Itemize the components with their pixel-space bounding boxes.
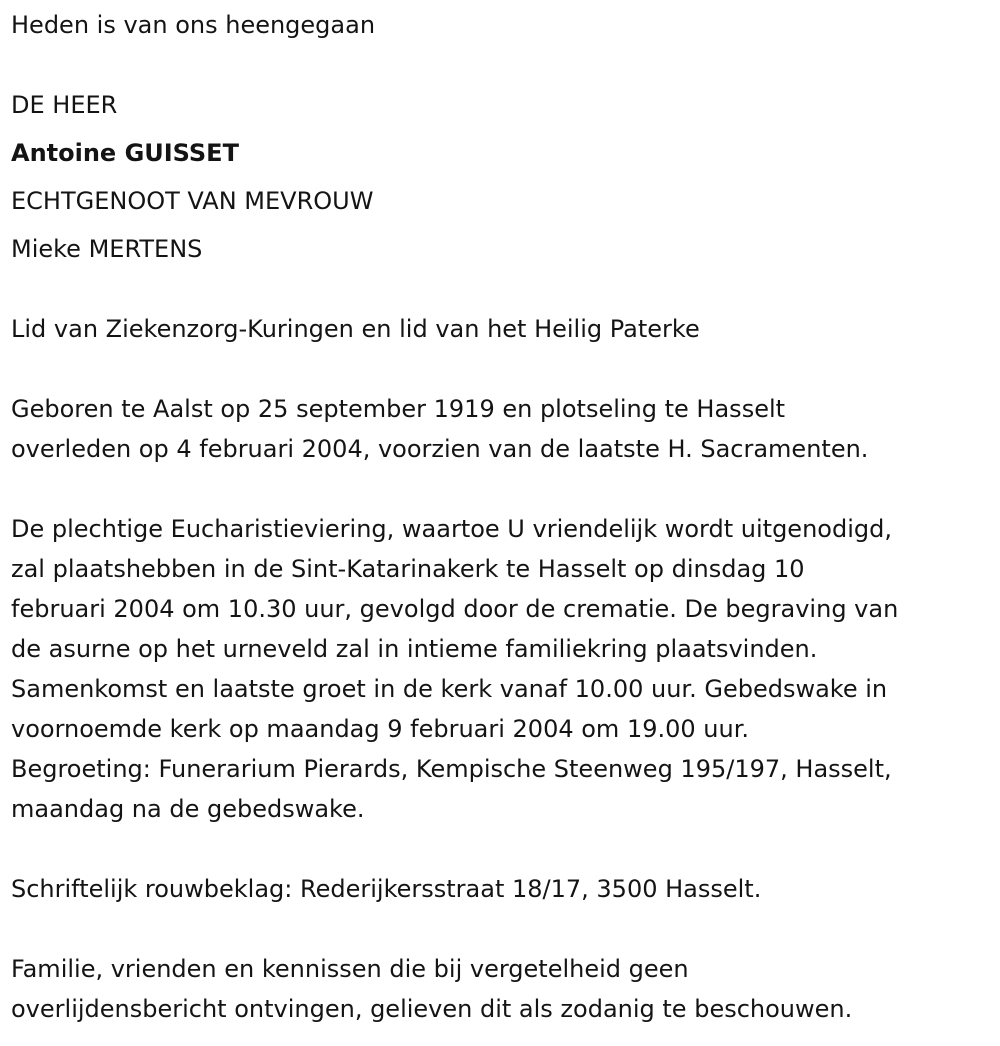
birth-death-line: overleden op 4 februari 2004, voorzien van de laatste H. Sacramenten. (11, 435, 869, 463)
membership-text: Lid van Ziekenzorg-Kuringen en lid van het Heilig Paterke (11, 315, 700, 343)
ceremony-line: de asurne op het urneveld zal in intieme familiekring plaatsvinden. (11, 635, 818, 663)
deceased-name: Antoine GUISSET (11, 139, 239, 167)
ceremony-line: Samenkomst en laatste groet in de kerk vanaf 10.00 uur. Gebedswake in (11, 675, 888, 703)
title-prefix: DE HEER (11, 91, 118, 119)
spouse-name: Mieke MERTENS (11, 235, 203, 263)
ceremony-line: februari 2004 om 10.30 uur, gevolgd door de crematie. De begraving van (11, 595, 899, 623)
ceremony-line: zal plaatshebben in de Sint-Katarinakerk te Hasselt op dinsdag 10 (11, 555, 805, 583)
intro-text: Heden is van ons heengegaan (11, 11, 376, 39)
ceremony-line: Begroeting: Funerarium Pierards, Kempische Steenweg 195/197, Hasselt, (11, 755, 892, 783)
spouse-label: ECHTGENOOT VAN MEVROUW (11, 187, 374, 215)
closing-line: Familie, vrienden en kennissen die bij vergetelheid geen (11, 955, 689, 983)
ceremony-line: voornoemde kerk op maandag 9 februari 2004 om 19.00 uur. (11, 715, 749, 743)
condolences-text: Schriftelijk rouwbeklag: Rederijkersstraat 18/17, 3500 Hasselt. (11, 875, 762, 903)
ceremony-line: De plechtige Eucharistieviering, waartoe U vriendelijk wordt uitgenodigd, (11, 515, 892, 543)
ceremony-line: maandag na de gebedswake. (11, 795, 365, 823)
closing-line: overlijdensbericht ontvingen, gelieven dit als zodanig te beschouwen. (11, 995, 853, 1023)
birth-death-line: Geboren te Aalst op 25 september 1919 en plotseling te Hasselt (11, 395, 786, 423)
